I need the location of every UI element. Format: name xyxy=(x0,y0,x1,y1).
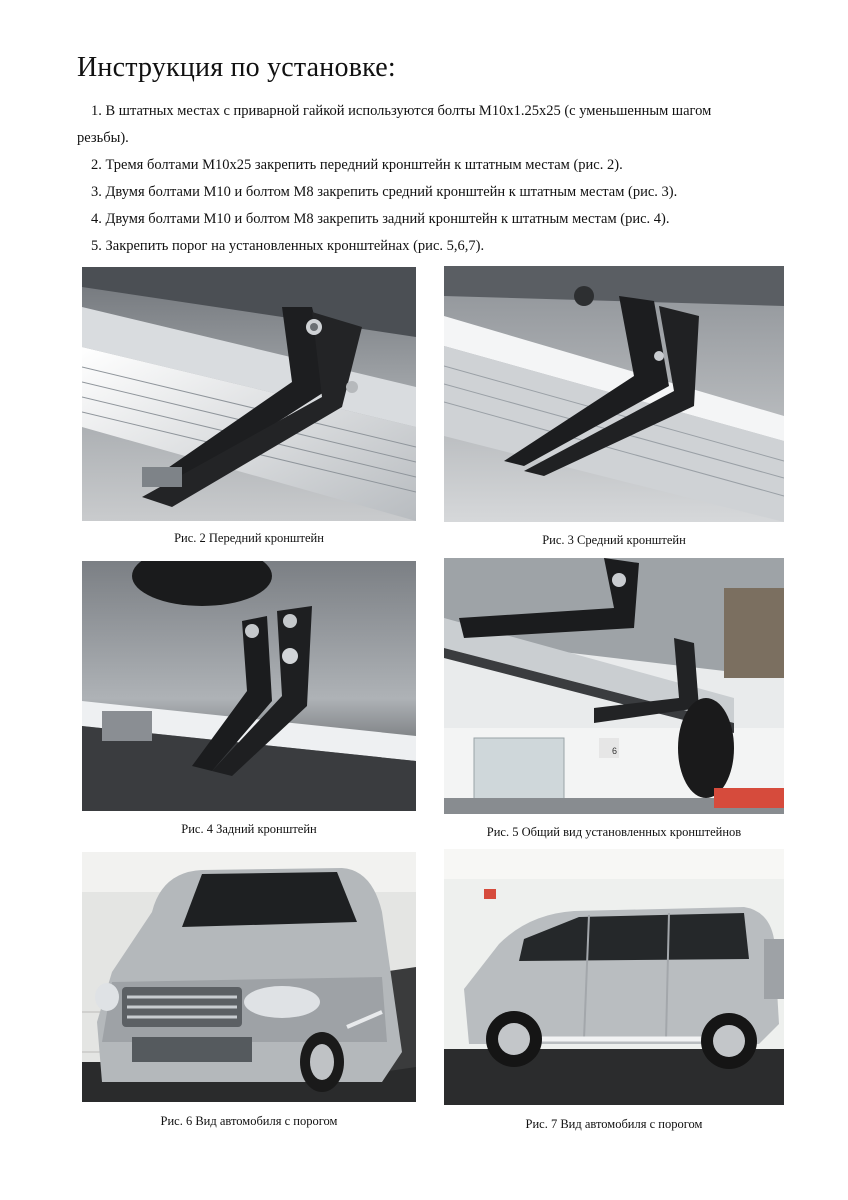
bay-number-label: 6 xyxy=(612,746,618,756)
step-1: 1. В штатных местах с приварной гайкой используются болты М10х1.25х25 (с уменьшенным шагом xyxy=(91,103,712,119)
step-2: 2. Тремя болтами М10х25 закрепить передний кронштейн к штатным местам (рис. 2). xyxy=(91,157,623,173)
figure-3-middle-bracket-photo xyxy=(444,266,784,522)
page-title: Инструкция по установке: xyxy=(77,52,396,83)
figure-5-caption: Рис. 5 Общий вид установленных кронштейнов xyxy=(486,825,742,839)
figure-6-vehicle-front-photo xyxy=(82,852,416,1102)
step-3: 3. Двумя болтами М10 и болтом М8 закрепить средний кронштейн к штатным местам (рис. 3). xyxy=(91,184,678,200)
figure-4-caption: Рис. 4 Задний кронштейн xyxy=(181,822,317,836)
figure-7-vehicle-side-photo xyxy=(444,849,784,1105)
step-4: 4. Двумя болтами М10 и болтом М8 закрепить задний кронштейн к штатным местам (рис. 4). xyxy=(91,211,670,227)
figure-2-caption: Рис. 2 Передний кронштейн xyxy=(174,531,324,545)
figure-6-caption: Рис. 6 Вид автомобиля с порогом xyxy=(160,1114,338,1128)
figure-4-rear-bracket-photo xyxy=(82,561,416,811)
figure-3-caption: Рис. 3 Средний кронштейн xyxy=(542,533,686,547)
step-1-continuation: резьбы). xyxy=(77,130,129,146)
figure-5-overall-view-photo xyxy=(444,558,784,814)
figure-2-front-bracket-photo xyxy=(82,267,416,521)
step-5: 5. Закрепить порог на установленных кронштейнах (рис. 5,6,7). xyxy=(91,238,485,254)
figure-7-caption: Рис. 7 Вид автомобиля с порогом xyxy=(525,1117,703,1131)
